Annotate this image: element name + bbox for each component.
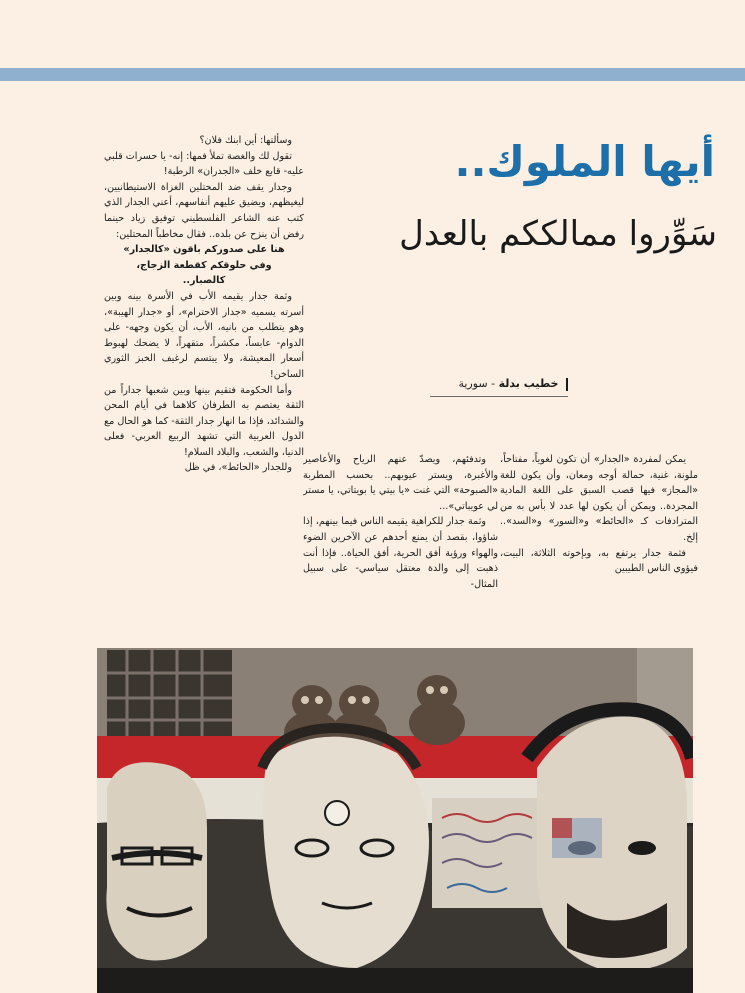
byline-divider: [566, 378, 568, 391]
paragraph: وتدفئهم، ويصدّ عنهم الرياح والأعاصير والأغبرة، ويستر عيوبهم.. بحسب المطربة «الصبوحة» التي غنت «يا بيتي يا بويتاتي، يا مستر لي عويباتي»...: [303, 454, 498, 512]
author-name: خطيب بدلة: [498, 377, 559, 390]
byline: [430, 374, 568, 397]
paragraph: وللجدار «الحائط»، في ظل: [184, 462, 292, 474]
paragraph: وأما الحكومة فتقيم بينها وبين شعبها جداراً من الثقة يعتصم به الطرفان كلاهما في أيام المحن والشدائد، فإذا ما انهار جدار الثقة- كما هو الحال مع الدول العربية التي تشهد الربيع العربي- فعلى الدنيا، والشعب، والبلاد السلام!: [104, 384, 304, 458]
graffiti-face-middle: [262, 728, 429, 968]
paragraph: تقول لك والغصة تملأ فمها: إنه- يا حسرات قلبي عليه- قابع خلف «الجدران» الرطبة!: [104, 150, 304, 178]
paragraph: وثمة جدار يقيمه الأب في الأسرة بينه وبين أسرته يسميه «جدار الاحترام»، أو «جدار الهيبة»، وهو يتطلب من بانيه، الأب، أن يكون وجهه- على الدوام- عابساً، مكشراً، متقهراً، لا يضحك لهبوط أسعار المعيشة، ولا يبتسم لرغيف الخبز الثوري الساخن!: [104, 290, 304, 380]
text-column-left: [104, 133, 304, 588]
paragraph: يمكن لمفردة «الجدار» أن تكون لغوياً، مفتاحاً، ملونة، غنية، حمالة أوجه ومعان، وأن يكون للغة «المجاز» فيها قصب السبق على اللغة المادية المجردة.. ويمكن أن يكون لها عدد لا بأس به من المترادفات كـ «الحائط» و«السور» و«السد».. إلخ.: [500, 454, 698, 543]
paragraph: وجدار يقف ضد المحتلين الغزاة الاستيطانيين، ليغيظهم، ويضيق عليهم أنفاسهم، أعني الجدار الذي كتب عنه الشاعر الفلسطيني توفيق زياد حينما رفض أن ينزح عن بلده.. فقال مخاطباً المحتلين:: [104, 181, 304, 240]
text-column-right: [500, 452, 698, 612]
poem-line: هنا على صدوركم باقون «كالجدار»: [123, 244, 285, 256]
paragraph: فثمة جدار يرتفع به، وبإخوته الثلاثة، البيت، فيؤوي الناس الطيبين: [500, 547, 698, 575]
graffiti-face-left: [106, 762, 207, 960]
top-accent-bar: [0, 68, 745, 81]
poem-line: وفي حلوقكم كقطعة الزجاج،: [136, 259, 272, 271]
paragraph: وثمة جدار للكراهية يقيمه الناس فيما بينهم، إذا شاؤوا، بقصد أن يمنع أحدهم عن الآخرين الضوء والهواء ورؤية أفق الحرية، أفق الحياة.. فإذا أنت ذهبت إلى والدة معتقل سياسي- على سبيل المثال-: [303, 516, 498, 590]
text-column-middle: [303, 452, 498, 612]
article-subtitle: سَوِّروا ممالككم بالعدل: [399, 214, 717, 254]
graffiti-writing: [432, 798, 542, 908]
graffiti-wall-photo: [97, 648, 693, 993]
article-title: أيها الملوك..: [454, 137, 715, 186]
window-grille: [107, 650, 232, 742]
author-country: - سورية: [458, 377, 496, 390]
paragraph: وسألتها: أين ابنك فلان؟: [199, 135, 292, 146]
poem-line: كالصبار..: [182, 275, 226, 287]
